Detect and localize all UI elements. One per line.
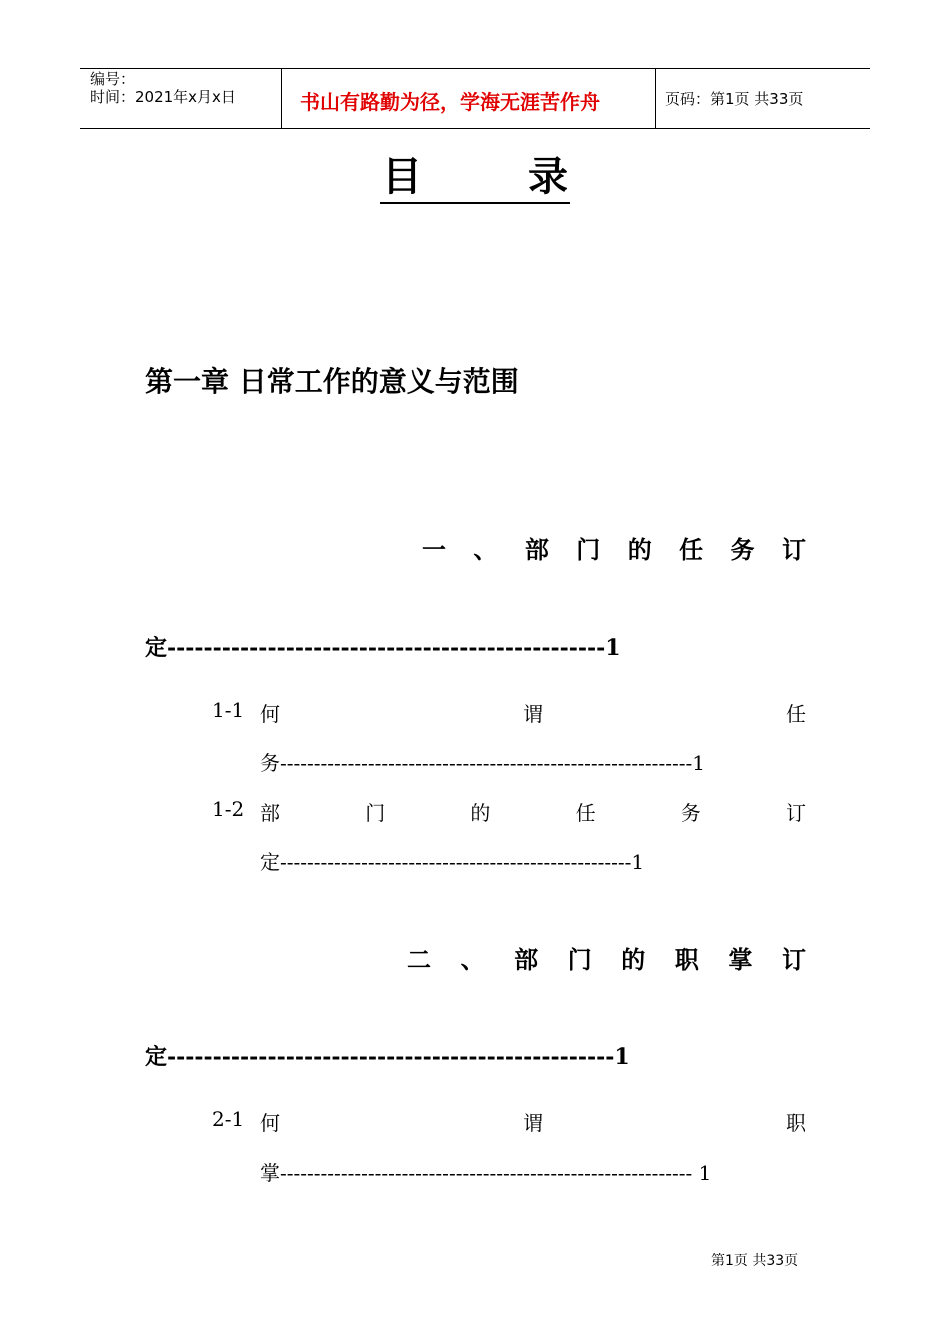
section-2-toc-entry: 定-------------------------------------------------1 bbox=[145, 1044, 630, 1070]
header-time-label: 时间：2021年x月x日 bbox=[90, 88, 236, 106]
subsection-1-2-number: 1-2 bbox=[212, 797, 245, 821]
subsection-1-1-char: 谓 bbox=[523, 702, 543, 726]
subsection-2-1-number: 2-1 bbox=[212, 1107, 245, 1131]
subsection-1-1-char: 任 bbox=[786, 702, 806, 726]
section-1-toc-entry: 定------------------------------------------------1 bbox=[145, 635, 621, 661]
section-2-char: 职 bbox=[674, 945, 699, 974]
section-1-char: 、 bbox=[473, 535, 498, 564]
subsection-1-2-char: 任 bbox=[575, 801, 596, 825]
section-2-char: 的 bbox=[621, 945, 646, 974]
subsection-1-2-char: 部 bbox=[260, 801, 280, 825]
section-2-char: 掌 bbox=[728, 945, 753, 974]
header-bottom-rule bbox=[80, 128, 870, 129]
section-1-heading bbox=[422, 530, 806, 565]
subsection-1-1-heading bbox=[260, 698, 806, 727]
subsection-1-2-toc-entry: 定----------------------------------------------------1 bbox=[260, 850, 645, 874]
subsection-1-2-char: 务 bbox=[680, 801, 701, 825]
page-title bbox=[380, 152, 570, 204]
section-1-char: 任 bbox=[679, 535, 704, 564]
header-number-label: 编号： bbox=[90, 70, 136, 88]
section-2-char: 订 bbox=[781, 945, 806, 974]
section-1-char: 的 bbox=[627, 535, 652, 564]
subsection-2-1-toc-entry: 掌------------------------------------------------------------- 1 bbox=[260, 1161, 712, 1185]
header-top-rule bbox=[80, 68, 870, 69]
page-title-char-1: 目 bbox=[382, 154, 422, 200]
page-title-char-2: 录 bbox=[528, 154, 568, 200]
subsection-1-2-char: 订 bbox=[785, 801, 806, 825]
subsection-1-1-char: 何 bbox=[260, 702, 280, 726]
page-footer: 第1页 共33页 bbox=[711, 1253, 799, 1269]
section-1-char: 门 bbox=[576, 535, 601, 564]
subsection-2-1-char: 职 bbox=[786, 1111, 806, 1135]
header-motto: 书山有路勤为径，学海无涯苦作舟 bbox=[300, 90, 600, 114]
section-1-char: 一 bbox=[422, 535, 446, 564]
subsection-2-1-char: 何 bbox=[260, 1111, 280, 1135]
section-2-char: 二 bbox=[407, 945, 431, 974]
section-2-char: 门 bbox=[567, 945, 592, 974]
header-divider-2 bbox=[655, 68, 656, 129]
subsection-1-2-char: 门 bbox=[365, 801, 386, 825]
header-page-info: 页码：第1页 共33页 bbox=[665, 90, 804, 108]
chapter-heading: 第一章 日常工作的意义与范围 bbox=[145, 365, 519, 398]
section-1-char: 务 bbox=[730, 535, 755, 564]
header-divider-1 bbox=[281, 68, 282, 129]
section-2-char: 部 bbox=[514, 945, 539, 974]
section-2-char: 、 bbox=[460, 945, 485, 974]
subsection-1-1-toc-entry: 务-------------------------------------------------------------1 bbox=[260, 751, 705, 775]
subsection-1-2-heading bbox=[260, 797, 806, 826]
section-1-char: 部 bbox=[524, 535, 549, 564]
subsection-1-2-char: 的 bbox=[470, 801, 491, 825]
section-2-heading bbox=[407, 940, 806, 975]
section-1-char: 订 bbox=[781, 535, 806, 564]
subsection-2-1-heading bbox=[260, 1107, 806, 1136]
subsection-2-1-char: 谓 bbox=[523, 1111, 543, 1135]
subsection-1-1-number: 1-1 bbox=[212, 698, 245, 722]
